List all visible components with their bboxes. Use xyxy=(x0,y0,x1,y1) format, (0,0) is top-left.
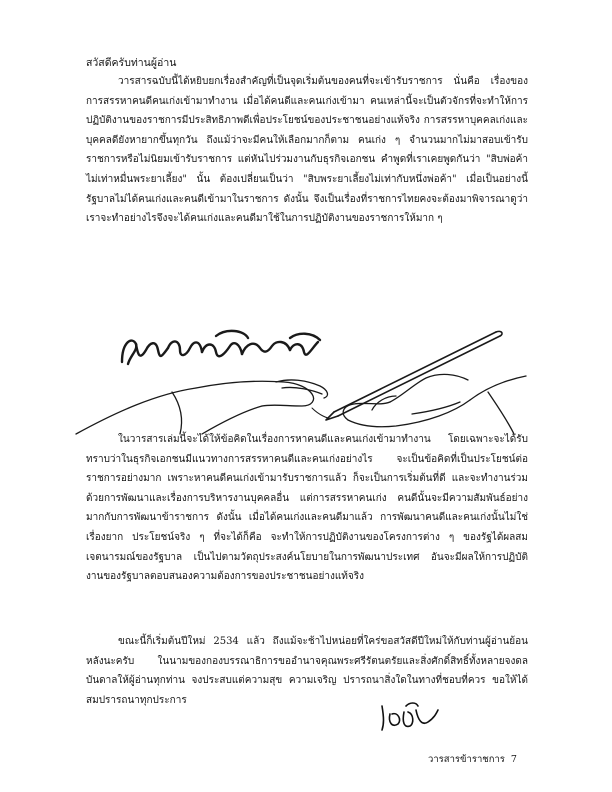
page-footer xyxy=(428,754,517,766)
right-hand xyxy=(343,374,526,434)
body-paragraph-2: ในวารสารเล่มนี้จะได้ให้ข้อคิดในเรื่องการหาคนดีและคนเก่งเข้ามาทำงาน โดยเฉพาะจะได้รับทราบว่าในธุรกิจเอกชนมีแนวทางการสรรหาคนดีและคนเก่งอย่างไร จะเป็นข้อคิดที่เป็นประโยชน์ต่อราชการอย่างมาก เพราะหาคนดีคนเก่งเข้ามารับราชการแล้ว ก็จะเป็นการเริ่มต้นที่ดี และจะทำงานร่วมด้วยการพัฒนาและเรื่องการบริหารงานบุคคลอื่น แต่การสรรหาคนเก่ง คนดีนั้นจะมีความสัมพันธ์อย่างมากกับการพัฒนาข้าราชการ ดังนั้น เมื่อได้คนเก่งและคนดีมาแล้ว การพัฒนาคนดีและคนเก่งนั้นไม่ใช่เรื่องยาก ประโยชน์จริง ๆ ที่จะได้ก็คือ จะทำให้การปฏิบัติงานของโครงการต่าง ๆ ของรัฐได้ผลสมเจตนารมณ์ของรัฐบาล เป็นไปตามวัตถุประสงค์นโยบายในการพัฒนาประเทศ อันจะมีผลให้การปฏิบัติงานของรัฐบาลตอบสนองความต้องการของประชาชนอย่างแท้จริง xyxy=(86,434,528,583)
body-paragraph-1: วารสารฉบับนี้ได้หยิบยกเรื่องสำคัญที่เป็นจุดเริ่มต้นของคนที่จะเข้ารับราชการ นั่นคือ เรื่องของการสรรหาคนดีคนเก่งเข้ามาทำงาน เมื่อได้คนดีและคนเก่งเข้ามา คนเหล่านี้จะเป็นตัวจักรที่จะทำให้การปฏิบัติงานของราชการมีประสิทธิภาพดีเพื่อประโยชน์ของประชาชนอย่างแท้จริง การสรรหาบุคคลเก่งและบุคคลดียังหายากขึ้นทุกวัน ถึงแม้ว่าจะมีคนให้เลือกมากก็ตาม คนเก่ง ๆ จำนวนมากไม่มาสอบเข้ารับราชการหรือไม่นิยมเข้ารับราชการ แต่หันไปร่วมงานกับธุรกิจเอกชน คำพูดที่เราเคยพูดกันว่า "สิบพ่อค้าไม่เท่าหมื่นพระยาเลี้ยง" นั้น ต้องเปลี่ยนเป็นว่า "สิบพระยาเลี้ยงไม่เท่ากับหนึ่งพ่อค้า" เมื่อเป็นอย่างนี้รัฐบาลไม่ได้คนเก่งและคนดีเข้ามาในราชการ ดังนั้น จึงเป็นเรื่องที่ราชการไทยคงจะต้องมาพิจารณาดูว่าเราจะทำอย่างไรจึงจะได้คนเก่งและคนดีมาใช้ในการปฏิบัติงานของราชการให้มาก ๆ xyxy=(86,76,528,225)
left-hand xyxy=(76,380,327,434)
script-heading xyxy=(122,331,320,364)
journal-name: วารสารข้าราชการ xyxy=(428,754,505,765)
editor-signature xyxy=(378,700,440,734)
editorial-illustration xyxy=(76,322,526,434)
greeting-line: สวัสดีครับท่านผู้อ่าน xyxy=(86,57,177,69)
page-number: 7 xyxy=(510,754,517,765)
body-paragraph-3: ขณะนี้ก็เริ่มต้นปีใหม่ 2534 แล้ว ถึงแม้จะช้าไปหน่อยที่ใคร่ขอสวัสดีปีใหม่ให้กับท่านผู้อ่านย้อนหลังนะครับ ในนามของกองบรรณาธิการขออำนาจคุณพระศรีรัตนตรัยและสิ่งศักดิ์สิทธิ์ทั้งหลายจงดลบันดาลให้ผู้อ่านทุกท่าน จงประสบแต่ความสุข ความเจริญ ปรารถนาสิ่งใดในทางที่ชอบที่ควร ขอให้ได้สมปรารถนาทุกประการ xyxy=(86,636,528,706)
pen xyxy=(326,331,502,420)
ink-stroke xyxy=(312,408,328,418)
